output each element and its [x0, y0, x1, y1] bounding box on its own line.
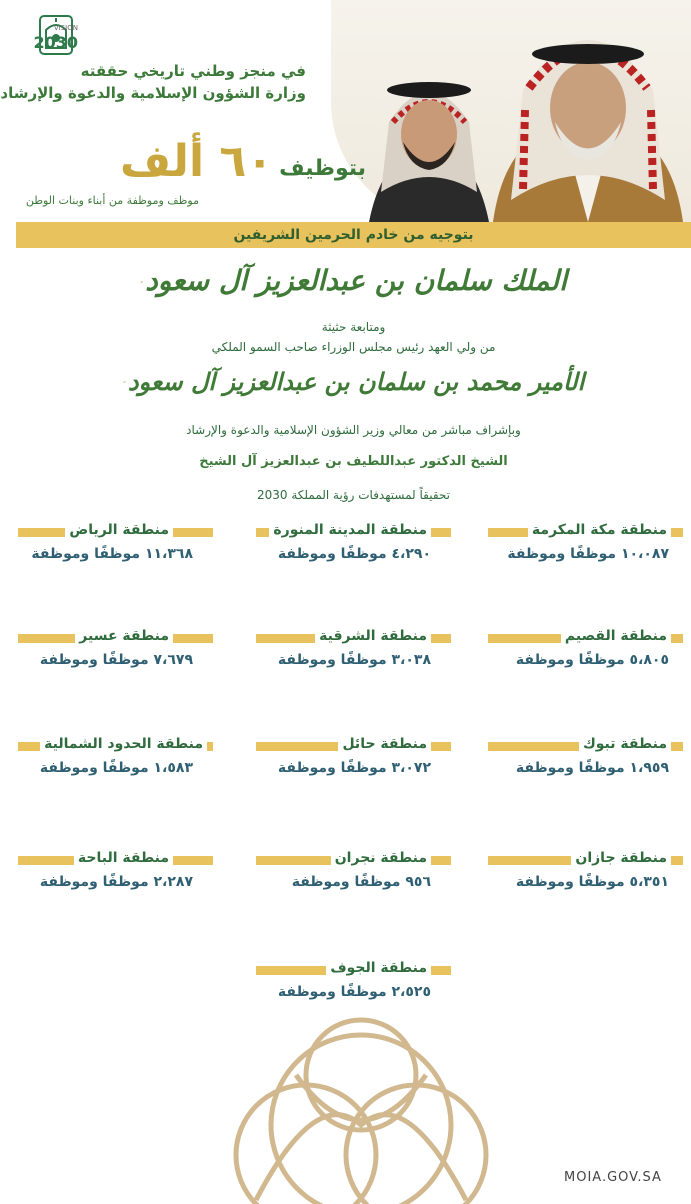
- header: [0, 0, 691, 222]
- supervision-text: وبإشراف مباشر من معالي وزير الشؤون الإسلامية والدعوة والإرشاد: [186, 423, 521, 437]
- region-count: ٥،٨٠٥ موظفًا وموظفة: [515, 652, 669, 668]
- hire-word: بتوظيف: [279, 156, 366, 181]
- region-card: [18, 624, 213, 692]
- crown-prince-name-calligraphy: [16, 362, 691, 402]
- region-count: ٢،٢٨٧ موظفًا وموظفة: [39, 874, 193, 890]
- region-name: منطقة عسير: [75, 624, 173, 648]
- hire-subtitle: موظف وموظفة من أبناء وبنات الوطن: [25, 194, 199, 207]
- region-card: [256, 956, 451, 1024]
- region-count: ٩٥٦ موظفًا وموظفة: [291, 874, 431, 890]
- headline: [0, 60, 306, 104]
- region-count: ٧،٦٧٩ موظفًا وموظفة: [39, 652, 193, 668]
- region-name: منطقة الباحة: [74, 846, 173, 870]
- region-name: منطقة الحدود الشمالية: [40, 732, 207, 756]
- hire-number: ٦٠ ألف: [120, 136, 274, 187]
- region-count: ١٠،٠٨٧ موظفًا وموظفة: [507, 546, 669, 562]
- region-name: منطقة الشرقية: [315, 624, 431, 648]
- region-count: ٥،٣٥١ موظفًا وموظفة: [515, 874, 669, 890]
- directive-banner: بتوجيه من خادم الحرمين الشريفين: [16, 222, 691, 248]
- region-name: منطقة الرياض: [65, 518, 173, 542]
- region-card: [256, 624, 451, 692]
- region-name: منطقة المدينة المنورة: [269, 518, 431, 542]
- ministry-logo: [33, 14, 120, 56]
- region-name: منطقة القصيم: [561, 624, 671, 648]
- region-name: منطقة مكة المكرمة: [528, 518, 671, 542]
- king-name: الملك سلمان بن عبدالعزيز آل سعود: [145, 264, 567, 297]
- headline-line-1: في منجز وطني تاريخي حققته: [80, 62, 306, 80]
- islamic-pattern-icon: [196, 1015, 526, 1200]
- website-url: MOIA.GOV.SA: [564, 1170, 662, 1185]
- follow-text: ومتابعة حثيثة: [321, 320, 386, 334]
- region-count: ١،٥٨٣ موظفًا وموظفة: [39, 760, 193, 776]
- portrait-crown-prince: [359, 62, 499, 222]
- region-count: ٢،٥٢٥ موظفًا وموظفة: [277, 984, 431, 1000]
- region-card: [18, 732, 213, 800]
- region-count: ٣،٠٣٨ موظفًا وموظفة: [277, 652, 431, 668]
- ministry-emblem-icon: [33, 14, 120, 56]
- region-card: [18, 518, 213, 586]
- region-card: [488, 518, 683, 586]
- portrait-king: [493, 0, 683, 222]
- region-card: [256, 732, 451, 800]
- hire-row: [120, 136, 366, 187]
- region-count: ١١،٣٦٨ موظفًا وموظفة: [31, 546, 193, 562]
- crown-prince-title: من ولي العهد رئيس مجلس الوزراء صاحب السمو الملكي: [211, 340, 496, 354]
- region-card: [488, 732, 683, 800]
- region-count: ٤،٢٩٠ موظفًا وموظفة: [277, 546, 431, 562]
- headline-line-2: وزارة الشؤون الإسلامية والدعوة والإرشاد: [0, 84, 306, 102]
- region-card: [488, 846, 683, 914]
- region-count: ١،٩٥٩ موظفًا وموظفة: [515, 760, 669, 776]
- king-name-calligraphy: [16, 258, 691, 304]
- region-card: [488, 624, 683, 692]
- region-card: [18, 846, 213, 914]
- region-card: [256, 846, 451, 914]
- svg-text:2030: 2030: [33, 33, 78, 52]
- minister-name: الشيخ الدكتور عبداللطيف بن عبدالعزيز آل الشيخ: [199, 454, 508, 469]
- region-name: منطقة حائل: [338, 732, 431, 756]
- region-count: ٣،٠٧٢ موظفًا وموظفة: [277, 760, 431, 776]
- vision-text: تحقيقاً لمستهدفات رؤية المملكة 2030: [256, 488, 450, 502]
- crown-prince-name: الأمير محمد بن سلمان بن عبدالعزيز آل سعود: [127, 367, 585, 396]
- decorative-ornament: [196, 1015, 526, 1200]
- region-name: منطقة جازان: [571, 846, 671, 870]
- svg-text:VISION: VISION: [53, 24, 78, 32]
- region-name: منطقة الجوف: [326, 956, 431, 980]
- region-name: منطقة نجران: [331, 846, 431, 870]
- region-name: منطقة تبوك: [579, 732, 671, 756]
- region-card: [256, 518, 451, 586]
